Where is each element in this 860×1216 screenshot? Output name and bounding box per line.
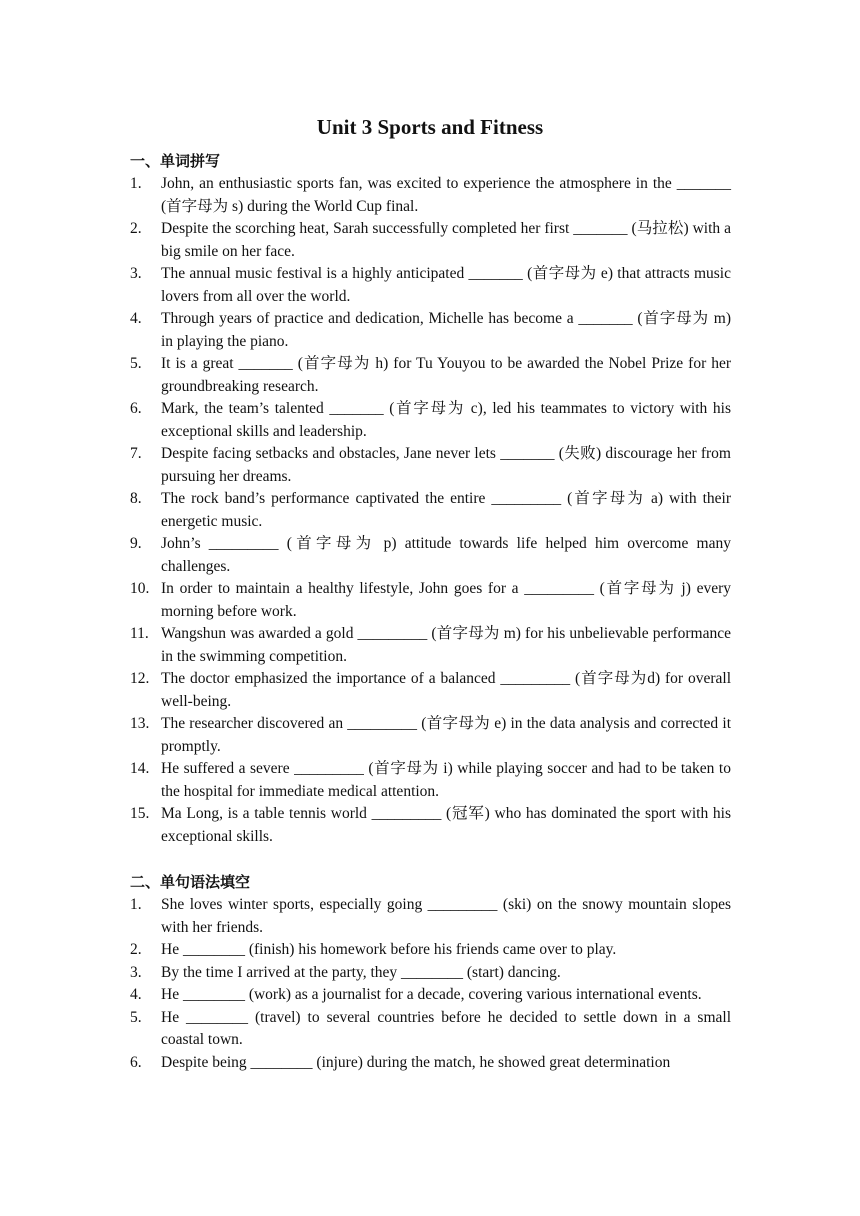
list-item	[130, 308, 731, 353]
item-number: 10.	[130, 580, 150, 597]
item-text: Mark, the team’s talented _______ (首字母为 c), led his teammates to victory with his exceptional skills and leadership.	[161, 400, 731, 440]
item-text: John’s _________ (首字母为 p) attitude towards life helped him overcome many challenges.	[161, 535, 731, 575]
item-number: 4.	[130, 310, 142, 327]
item-text: He ________ (finish) his homework before his friends came over to play.	[161, 941, 617, 958]
item-number: 15.	[130, 805, 150, 822]
item-number: 9.	[130, 535, 142, 552]
item-text: He ________ (travel) to several countries before he decided to settle down in a small coastal town.	[161, 1008, 731, 1048]
item-text: Despite being ________ (injure) during the match, he showed great determination	[161, 1053, 671, 1071]
list-item	[130, 939, 731, 962]
item-number: 3.	[130, 265, 142, 282]
item-number: 13.	[130, 715, 150, 732]
list-item	[130, 173, 731, 218]
item-text: He suffered a severe _________ (首字母为 i) while playing soccer and had to be taken to the hospital for immediate medical attention.	[161, 760, 731, 800]
list-item	[130, 488, 731, 533]
item-text: The doctor emphasized the importance of a balanced _________ (首字母为d) for overall well-being.	[161, 670, 731, 710]
list-item	[130, 263, 731, 308]
list-item	[130, 578, 731, 623]
item-number: 12.	[130, 670, 150, 687]
item-number: 6.	[130, 1053, 142, 1071]
item-text: By the time I arrived at the party, they ________ (start) dancing.	[161, 963, 561, 981]
page-title: Unit 3 Sports and Fitness	[316, 115, 544, 139]
word-spelling-list	[130, 173, 731, 848]
item-text: It is a great _______ (首字母为 h) for Tu Youyou to be awarded the Nobel Prize for her groundbreaking research.	[161, 355, 731, 395]
item-number: 4.	[130, 986, 142, 1003]
item-number: 2.	[130, 941, 142, 958]
item-number: 8.	[130, 490, 142, 507]
grammar-fill-list	[130, 894, 731, 1074]
section-heading-word-spelling: 一、单词拼写	[130, 152, 221, 170]
section-heading-grammar-fill: 二、单句语法填空	[130, 873, 251, 891]
item-number: 1.	[130, 175, 142, 192]
list-item	[130, 713, 731, 758]
list-item	[130, 353, 731, 398]
item-text: In order to maintain a healthy lifestyle, John goes for a _________ (首字母为 j) every morning before work.	[161, 580, 731, 620]
list-item	[130, 668, 731, 713]
list-item	[130, 1007, 731, 1052]
list-item	[130, 218, 731, 263]
list-item	[130, 443, 731, 488]
list-item	[130, 623, 731, 668]
item-text: Despite the scorching heat, Sarah successfully completed her first _______ (马拉松) with a big smile on her face.	[161, 220, 731, 260]
list-item	[130, 894, 731, 939]
item-text: The researcher discovered an _________ (首字母为 e) in the data analysis and corrected it promptly.	[161, 715, 731, 755]
list-item	[130, 398, 731, 443]
item-number: 11.	[130, 625, 149, 642]
item-text: Ma Long, is a table tennis world _________ (冠军) who has dominated the sport with his exceptional skills.	[161, 805, 731, 845]
item-number: 6.	[130, 400, 142, 417]
item-text: Despite facing setbacks and obstacles, Jane never lets _______ (失败) discourage her from pursuing her dreams.	[161, 445, 731, 485]
item-text: John, an enthusiastic sports fan, was excited to experience the atmosphere in the _______ (首字母为 s) during the World Cup final.	[161, 175, 731, 215]
item-text: The annual music festival is a highly anticipated _______ (首字母为 e) that attracts music lovers from all over the world.	[161, 265, 731, 305]
item-text: Wangshun was awarded a gold _________ (首字母为 m) for his unbelievable performance in the swimming competition.	[161, 625, 731, 665]
list-item	[130, 533, 731, 578]
item-text: The rock band’s performance captivated the entire _________ (首字母为 a) with their energetic music.	[161, 490, 731, 530]
item-text: Through years of practice and dedication, Michelle has become a _______ (首字母为 m) in playing the piano.	[161, 310, 731, 350]
list-item	[130, 962, 731, 985]
list-item	[130, 984, 731, 1007]
item-number: 7.	[130, 445, 142, 462]
item-number: 14.	[130, 760, 150, 777]
list-item	[130, 1052, 731, 1075]
item-number: 5.	[130, 355, 142, 372]
list-item	[130, 758, 731, 803]
item-number: 3.	[130, 963, 142, 981]
item-number: 2.	[130, 220, 142, 237]
item-number: 5.	[130, 1008, 142, 1026]
item-text: She loves winter sports, especially going _________ (ski) on the snowy mountain slopes with her friends.	[161, 896, 731, 936]
item-text: He ________ (work) as a journalist for a decade, covering various international events.	[161, 986, 702, 1003]
list-item	[130, 803, 731, 848]
item-number: 1.	[130, 896, 142, 913]
